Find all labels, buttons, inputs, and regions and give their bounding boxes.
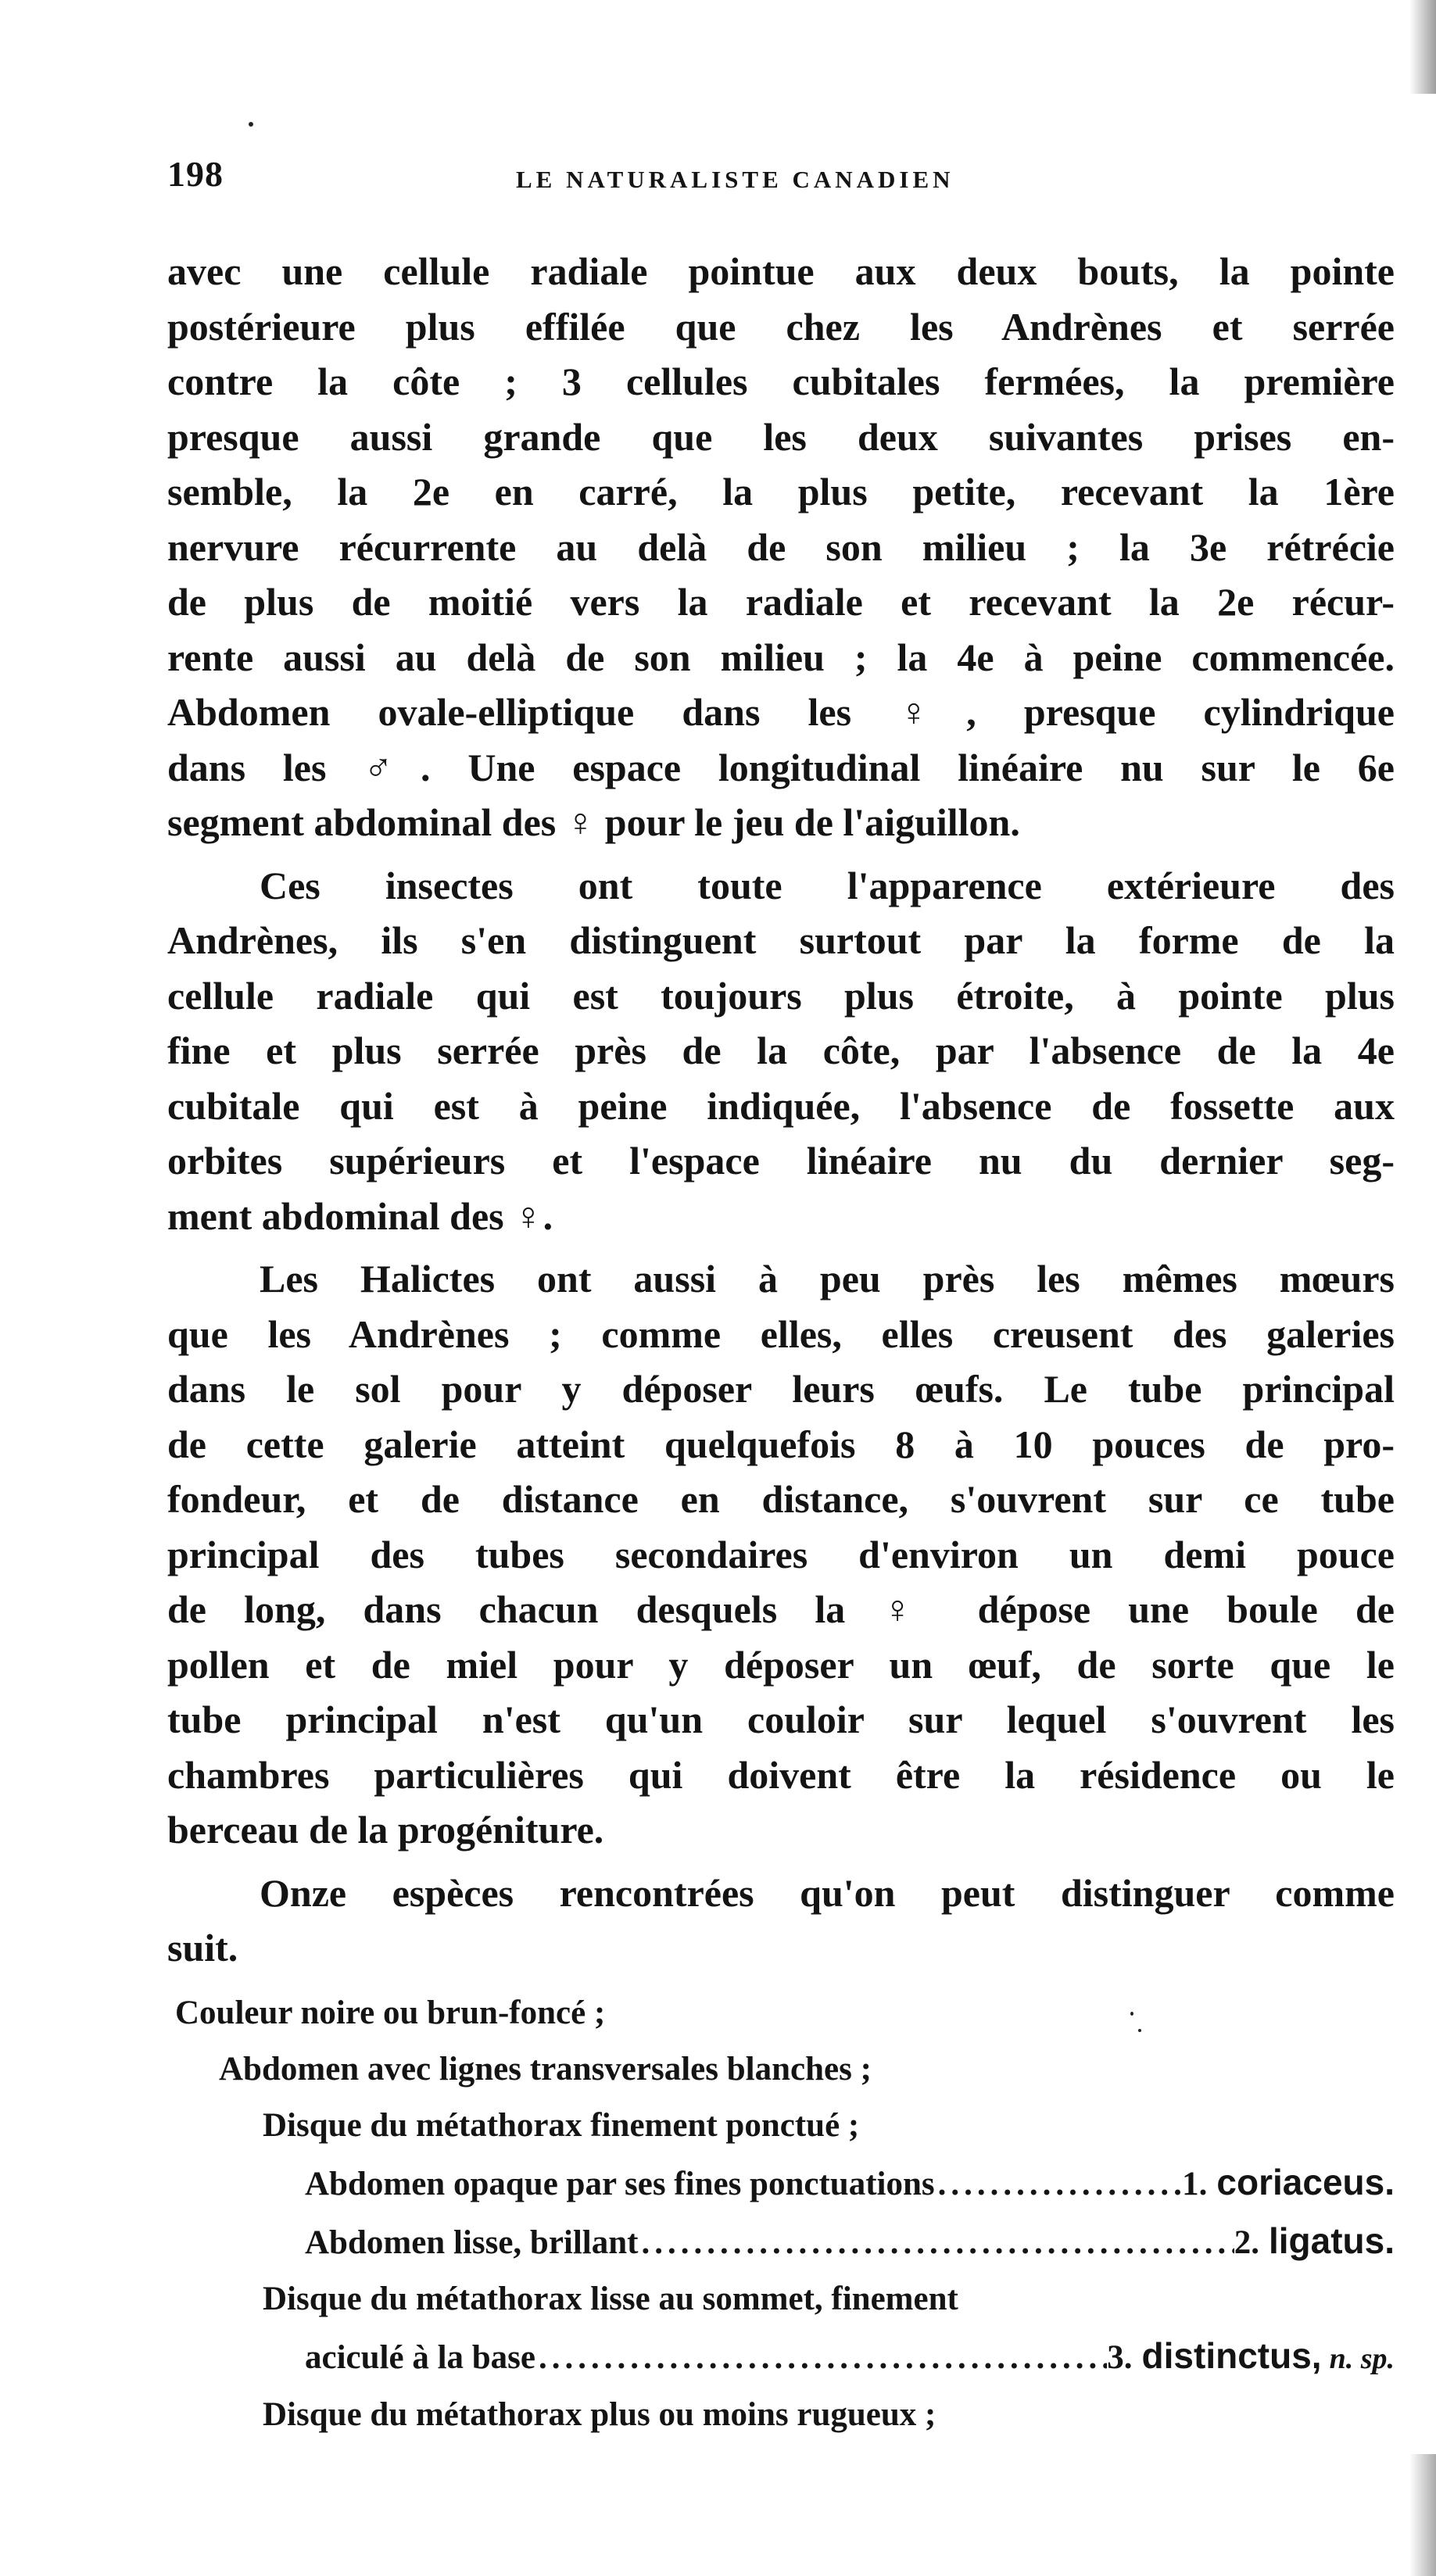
paragraph bbox=[167, 1251, 1395, 1858]
key-couplet bbox=[175, 2271, 1395, 2327]
text-line: fondeur, et de distance en distance, s'ouvrent sur ce tube bbox=[167, 1477, 1395, 1521]
text-line: orbites supérieurs et l'espace linéaire nu du dernier seg- bbox=[167, 1139, 1395, 1182]
species-name: distinctus, bbox=[1141, 2335, 1322, 2376]
dot-leader bbox=[638, 2215, 1234, 2271]
species-number: 3. bbox=[1107, 2339, 1133, 2376]
key-couplet bbox=[175, 2041, 1395, 2098]
species-name: coriaceus. bbox=[1216, 2162, 1395, 2202]
text-line: principal des tubes secondaires d'environ un demi pouce bbox=[167, 1532, 1395, 1576]
page-header bbox=[167, 153, 1387, 208]
text-line: suit. bbox=[167, 1926, 238, 1970]
key-couplet bbox=[175, 1985, 1395, 2041]
text-line: dans le sol pour y déposer leurs œufs. Le tube principal bbox=[167, 1367, 1395, 1411]
page-number: 198 bbox=[167, 154, 224, 194]
text-line: ment abdominal des ♀. bbox=[167, 1193, 553, 1238]
text-line: presque aussi grande que les deux suivantes prises en- bbox=[167, 414, 1395, 459]
key-text: Disque du métathorax lisse au sommet, finement bbox=[263, 2281, 958, 2317]
species-name: ligatus. bbox=[1268, 2220, 1395, 2261]
key-text: Abdomen avec lignes transversales blanches ; bbox=[219, 2051, 872, 2088]
text-line: de long, dans chacun desquels la ♀ dépose une boule de bbox=[167, 1587, 1395, 1631]
key-text: Abdomen opaque par ses fines ponctuations bbox=[305, 2166, 935, 2202]
species-number: 1. bbox=[1182, 2166, 1208, 2202]
text-line: nervure récurrente au delà de son milieu ; la 3e rétrécie bbox=[167, 524, 1395, 569]
text-line: avec une cellule radiale pointue aux deux bouts, la pointe bbox=[167, 249, 1395, 293]
species-number: 2. bbox=[1234, 2224, 1259, 2261]
text-line: tube principal n'est qu'un couloir sur lequel s'ouvrent les bbox=[167, 1698, 1395, 1741]
key-text: Abdomen lisse, brillant bbox=[305, 2224, 639, 2261]
text-line: chambres particulières qui doivent être la résidence ou le bbox=[167, 1752, 1395, 1797]
text-line: Onze espèces rencontrées qu'on peut distinguer comme bbox=[260, 1870, 1395, 1915]
ink-speck bbox=[249, 122, 253, 127]
text-line: cellule radiale qui est toujours plus étroite, à pointe plus bbox=[167, 973, 1395, 1018]
text-line: que les Andrènes ; comme elles, elles creusent des galeries bbox=[167, 1311, 1395, 1356]
species-key bbox=[175, 1985, 1395, 2443]
page-edge-shadow bbox=[1409, 2454, 1436, 2576]
text-line: Andrènes, ils s'en distinguent surtout par la forme de la bbox=[167, 918, 1395, 962]
text-line: cubitale qui est à peine indiquée, l'absence de fossette aux bbox=[167, 1083, 1395, 1128]
new-species-note: n. sp. bbox=[1329, 2342, 1395, 2375]
text-line: postérieure plus effilée que chez les Andrènes et serrée bbox=[167, 304, 1395, 349]
text-line: Abdomen ovale-elliptique dans les ♀, presque cylindrique bbox=[167, 690, 1395, 734]
text-line: fine et plus serrée près de la côte, par l'absence de la 4e bbox=[167, 1029, 1395, 1072]
text-line: semble, la 2e en carré, la plus petite, recevant la 1ère bbox=[167, 470, 1395, 513]
text-line: dans les ♂. Une espace longitudinal linéaire nu sur le 6e bbox=[167, 745, 1395, 789]
dot-leader bbox=[535, 2330, 1107, 2386]
text-line: pollen et de miel pour y déposer un œuf, de sorte que le bbox=[167, 1642, 1395, 1687]
key-text: Disque du métathorax finement ponctué ; bbox=[263, 2107, 860, 2144]
paragraph bbox=[167, 858, 1395, 1244]
key-text: aciculé à la base bbox=[305, 2339, 535, 2376]
text-line: berceau de la progéniture. bbox=[167, 1808, 604, 1852]
paragraph bbox=[167, 1866, 1395, 1976]
key-text: Couleur noire ou brun-foncé ; bbox=[175, 1995, 606, 2031]
page-edge-shadow bbox=[1409, 0, 1436, 94]
text-line: de cette galerie atteint quelquefois 8 à 10 pouces de pro- bbox=[167, 1422, 1395, 1466]
key-entry bbox=[175, 2327, 1395, 2387]
body-text bbox=[167, 244, 1395, 1984]
text-line: rente aussi au delà de son milieu ; la 4e à peine commencée. bbox=[167, 635, 1395, 679]
key-entry bbox=[175, 2154, 1395, 2213]
text-line: segment abdominal des ♀ pour le jeu de l'aiguillon. bbox=[167, 800, 1020, 844]
text-line: contre la côte ; 3 cellules cubitales fermées, la première bbox=[167, 360, 1395, 403]
text-line: Les Halictes ont aussi à peu près les mêmes mœurs bbox=[260, 1257, 1395, 1301]
paragraph bbox=[167, 244, 1395, 850]
key-couplet bbox=[175, 2387, 1395, 2443]
key-entry bbox=[175, 2213, 1395, 2271]
text-line: Ces insectes ont toute l'apparence extérieure des bbox=[260, 863, 1395, 907]
dot-leader bbox=[935, 2156, 1183, 2213]
key-text: Disque du métathorax plus ou moins rugueux ; bbox=[263, 2396, 936, 2433]
running-head: LE NATURALISTE CANADIEN bbox=[516, 166, 954, 193]
text-line: de plus de moitié vers la radiale et recevant la 2e récur- bbox=[167, 580, 1395, 624]
key-couplet bbox=[175, 2098, 1395, 2154]
